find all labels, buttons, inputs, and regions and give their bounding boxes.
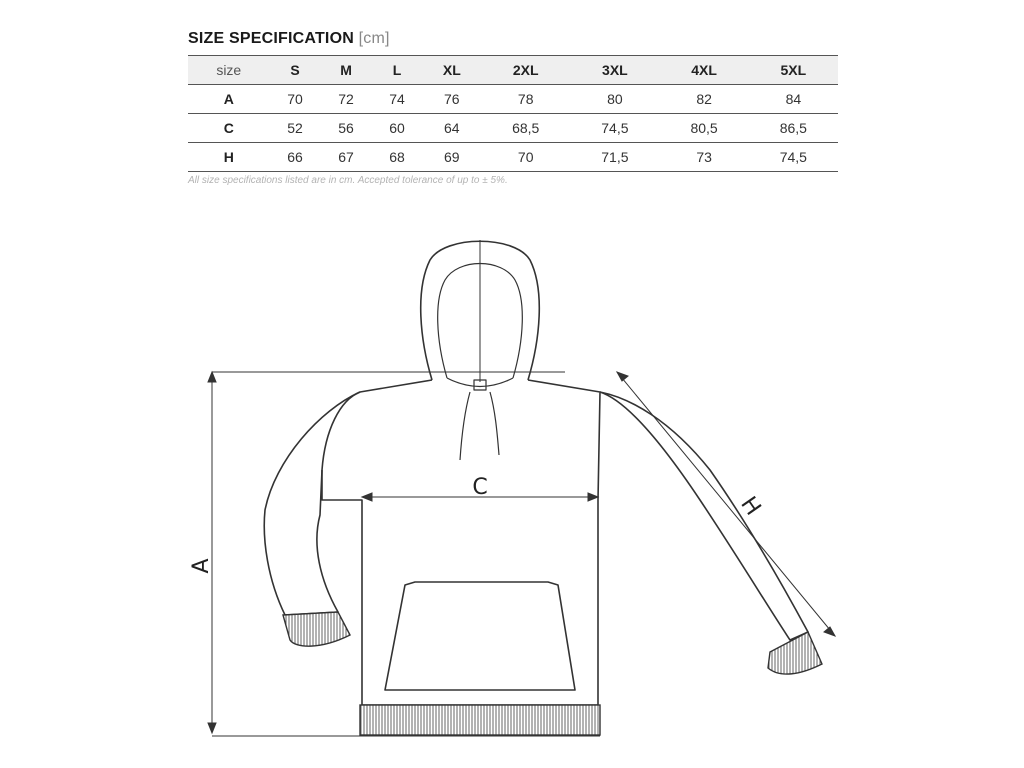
body-outline (322, 380, 600, 705)
row-label: A (188, 85, 270, 114)
table-cell: 70 (481, 143, 570, 172)
kangaroo-pocket (385, 582, 575, 690)
right-cuff (768, 632, 822, 674)
table-cell: 74,5 (749, 143, 838, 172)
header-size-label: size (188, 56, 270, 85)
dimension-h-arrow-top (617, 372, 628, 381)
table-cell: 76 (423, 85, 482, 114)
table-cell: 67 (321, 143, 372, 172)
table-cell: 80 (570, 85, 659, 114)
header-size-4xl: 4XL (660, 56, 749, 85)
title-unit: [cm] (358, 30, 390, 47)
dimension-c-label: C (472, 475, 488, 500)
table-cell: 70 (270, 85, 321, 114)
drawcord-left (460, 392, 470, 460)
table-cell: 74 (372, 85, 423, 114)
table-cell: 72 (321, 85, 372, 114)
right-sleeve (600, 392, 808, 640)
header-size-3xl: 3XL (570, 56, 659, 85)
header-size-l: L (372, 56, 423, 85)
dimension-c-arrow-right (588, 493, 598, 501)
header-size-2xl: 2XL (481, 56, 570, 85)
header-size-5xl: 5XL (749, 56, 838, 85)
dimension-h-label: H (735, 492, 766, 521)
header-size-xl: XL (423, 56, 482, 85)
title-main: SIZE SPECIFICATION (188, 30, 354, 47)
table-cell: 68 (372, 143, 423, 172)
dimension-a-label: A (189, 558, 214, 574)
dimension-c-arrow-left (362, 493, 372, 501)
table-cell: 69 (423, 143, 482, 172)
left-cuff (283, 612, 350, 646)
table-cell: 82 (660, 85, 749, 114)
table-cell: 68,5 (481, 114, 570, 143)
table-cell: 84 (749, 85, 838, 114)
table-cell: 56 (321, 114, 372, 143)
table-cell: 80,5 (660, 114, 749, 143)
table-cell: 60 (372, 114, 423, 143)
row-label: C (188, 114, 270, 143)
left-sleeve (264, 392, 360, 615)
drawcord-right (490, 392, 499, 455)
tolerance-note: All size specifications listed are in cm. Accepted tolerance of up to ± 5%. (188, 175, 508, 186)
table-cell: 74,5 (570, 114, 659, 143)
dimension-a-arrow-top (208, 372, 216, 382)
table-cell: 78 (481, 85, 570, 114)
table-cell: 52 (270, 114, 321, 143)
table-cell: 73 (660, 143, 749, 172)
dimension-h-arrow-bottom (824, 627, 835, 636)
header-size-m: M (321, 56, 372, 85)
dimension-a-arrow-bottom (208, 723, 216, 733)
waistband (360, 705, 600, 735)
table-cell: 71,5 (570, 143, 659, 172)
row-label: H (188, 143, 270, 172)
table-cell: 64 (423, 114, 482, 143)
table-cell: 66 (270, 143, 321, 172)
dimension-h-line (617, 372, 835, 636)
table-cell: 86,5 (749, 114, 838, 143)
header-size-s: S (270, 56, 321, 85)
